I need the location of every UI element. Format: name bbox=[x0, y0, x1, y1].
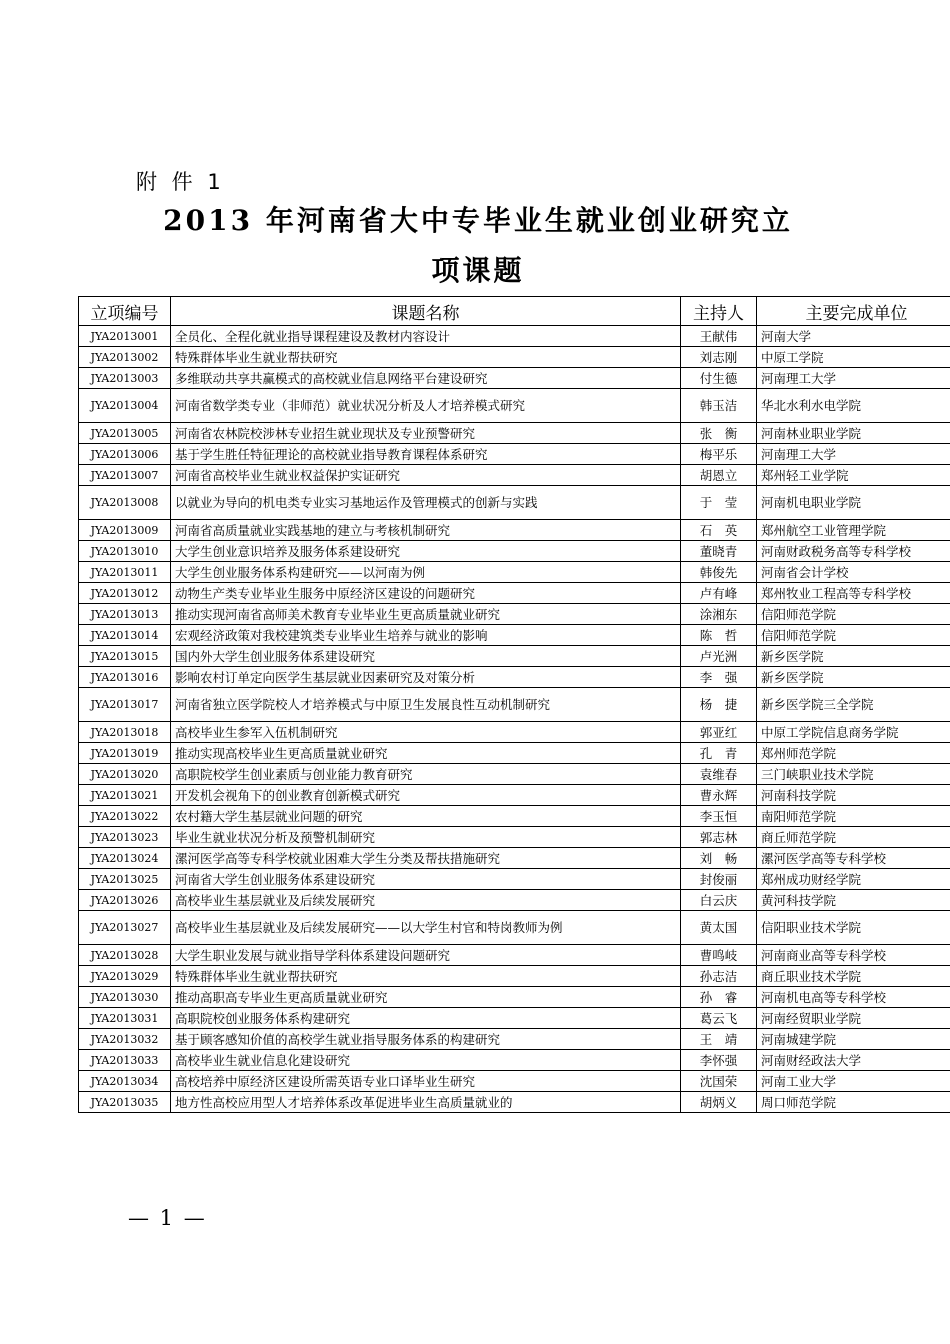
host-cell: 胡恩立 bbox=[681, 465, 757, 486]
project-title-cell: 高校毕业生参军入伍机制研究 bbox=[171, 722, 681, 743]
host-cell: 孙 睿 bbox=[681, 987, 757, 1008]
host-cell: 董晓青 bbox=[681, 541, 757, 562]
host-cell: 王献伟 bbox=[681, 326, 757, 347]
project-title-cell: 基于学生胜任特征理论的高校就业指导教育课程体系研究 bbox=[171, 444, 681, 465]
host-cell: 李 强 bbox=[681, 667, 757, 688]
table-row bbox=[79, 583, 950, 604]
unit-cell: 黄河科技学院 bbox=[757, 890, 950, 911]
page-number: — 1 — bbox=[128, 1206, 207, 1230]
project-title-cell: 高校毕业生就业信息化建设研究 bbox=[171, 1050, 681, 1071]
project-title-cell: 河南省数学类专业（非师范）就业状况分析及人才培养模式研究 bbox=[171, 389, 681, 423]
project-title-cell: 河南省农林院校涉林专业招生就业现状及专业预警研究 bbox=[171, 423, 681, 444]
table-row bbox=[79, 827, 950, 848]
project-title-cell: 推动实现高校毕业生更高质量就业研究 bbox=[171, 743, 681, 764]
host-cell: 封俊丽 bbox=[681, 869, 757, 890]
project-code-cell: JYA2013003 bbox=[79, 368, 171, 389]
unit-cell: 郑州航空工业管理学院 bbox=[757, 520, 950, 541]
table-row bbox=[79, 604, 950, 625]
project-title-cell: 多维联动共享共赢模式的高校就业信息网络平台建设研究 bbox=[171, 368, 681, 389]
table-row bbox=[79, 1050, 950, 1071]
unit-cell: 郑州牧业工程高等专科学校 bbox=[757, 583, 950, 604]
column-header-host: 主持人 bbox=[681, 297, 757, 326]
project-title-cell: 漯河医学高等专科学校就业困难大学生分类及帮扶措施研究 bbox=[171, 848, 681, 869]
project-code-cell: JYA2013029 bbox=[79, 966, 171, 987]
host-cell: 白云庆 bbox=[681, 890, 757, 911]
unit-cell: 信阳职业技术学院 bbox=[757, 911, 950, 945]
project-title-cell: 开发机会视角下的创业教育创新模式研究 bbox=[171, 785, 681, 806]
table-header-row bbox=[79, 297, 950, 326]
unit-cell: 郑州成功财经学院 bbox=[757, 869, 950, 890]
unit-cell: 中原工学院 bbox=[757, 347, 950, 368]
project-code-cell: JYA2013024 bbox=[79, 848, 171, 869]
table-row bbox=[79, 890, 950, 911]
unit-cell: 南阳师范学院 bbox=[757, 806, 950, 827]
project-title-cell: 宏观经济政策对我校建筑类专业毕业生培养与就业的影响 bbox=[171, 625, 681, 646]
table-row bbox=[79, 1092, 950, 1113]
project-code-cell: JYA2013010 bbox=[79, 541, 171, 562]
table-row bbox=[79, 1071, 950, 1092]
project-title-cell: 动物生产类专业毕业生服务中原经济区建设的问题研究 bbox=[171, 583, 681, 604]
unit-cell: 河南机电高等专科学校 bbox=[757, 987, 950, 1008]
table-row bbox=[79, 806, 950, 827]
project-code-cell: JYA2013006 bbox=[79, 444, 171, 465]
project-title-cell: 国内外大学生创业服务体系建设研究 bbox=[171, 646, 681, 667]
unit-cell: 河南大学 bbox=[757, 326, 950, 347]
project-code-cell: JYA2013008 bbox=[79, 486, 171, 520]
project-code-cell: JYA2013014 bbox=[79, 625, 171, 646]
project-code-cell: JYA2013019 bbox=[79, 743, 171, 764]
table-body bbox=[79, 326, 950, 1113]
host-cell: 梅平乐 bbox=[681, 444, 757, 465]
project-code-cell: JYA2013032 bbox=[79, 1029, 171, 1050]
host-cell: 于 莹 bbox=[681, 486, 757, 520]
project-code-cell: JYA2013021 bbox=[79, 785, 171, 806]
unit-cell: 信阳师范学院 bbox=[757, 625, 950, 646]
host-cell: 孔 青 bbox=[681, 743, 757, 764]
project-code-cell: JYA2013026 bbox=[79, 890, 171, 911]
project-code-cell: JYA2013023 bbox=[79, 827, 171, 848]
host-cell: 葛云飞 bbox=[681, 1008, 757, 1029]
project-title-cell: 高职院校学生创业素质与创业能力教育研究 bbox=[171, 764, 681, 785]
project-code-cell: JYA2013016 bbox=[79, 667, 171, 688]
unit-cell: 河南财经政法大学 bbox=[757, 1050, 950, 1071]
project-code-cell: JYA2013004 bbox=[79, 389, 171, 423]
unit-cell: 新乡医学院 bbox=[757, 667, 950, 688]
host-cell: 沈国荣 bbox=[681, 1071, 757, 1092]
unit-cell: 河南林业职业学院 bbox=[757, 423, 950, 444]
project-title-cell: 农村籍大学生基层就业问题的研究 bbox=[171, 806, 681, 827]
table-row bbox=[79, 945, 950, 966]
host-cell: 曹鸣岐 bbox=[681, 945, 757, 966]
project-title-cell: 高校培养中原经济区建设所需英语专业口译毕业生研究 bbox=[171, 1071, 681, 1092]
unit-cell: 河南理工大学 bbox=[757, 368, 950, 389]
host-cell: 李玉恒 bbox=[681, 806, 757, 827]
table-row bbox=[79, 743, 950, 764]
project-code-cell: JYA2013030 bbox=[79, 987, 171, 1008]
unit-cell: 河南经贸职业学院 bbox=[757, 1008, 950, 1029]
host-cell: 杨 捷 bbox=[681, 688, 757, 722]
host-cell: 曹永辉 bbox=[681, 785, 757, 806]
table-row bbox=[79, 911, 950, 945]
attachment-label: 附 件 1 bbox=[136, 170, 225, 194]
project-title-cell: 大学生职业发展与就业指导学科体系建设问题研究 bbox=[171, 945, 681, 966]
host-cell: 刘 畅 bbox=[681, 848, 757, 869]
table-row bbox=[79, 722, 950, 743]
project-title-cell: 以就业为导向的机电类专业实习基地运作及管理模式的创新与实践 bbox=[171, 486, 681, 520]
table-row bbox=[79, 625, 950, 646]
project-code-cell: JYA2013001 bbox=[79, 326, 171, 347]
host-cell: 韩玉洁 bbox=[681, 389, 757, 423]
host-cell: 孙志洁 bbox=[681, 966, 757, 987]
project-code-cell: JYA2013027 bbox=[79, 911, 171, 945]
project-code-cell: JYA2013025 bbox=[79, 869, 171, 890]
unit-cell: 周口师范学院 bbox=[757, 1092, 950, 1113]
project-title-cell: 推动实现河南省高师美术教育专业毕业生更高质量就业研究 bbox=[171, 604, 681, 625]
unit-cell: 商丘职业技术学院 bbox=[757, 966, 950, 987]
table-row bbox=[79, 465, 950, 486]
table-row bbox=[79, 347, 950, 368]
document-title-line1: 2013 年河南省大中专毕业生就业创业研究立 bbox=[163, 204, 793, 237]
host-cell: 涂湘东 bbox=[681, 604, 757, 625]
project-code-cell: JYA2013012 bbox=[79, 583, 171, 604]
table-row bbox=[79, 764, 950, 785]
project-code-cell: JYA2013022 bbox=[79, 806, 171, 827]
column-header-unit: 主要完成单位 bbox=[757, 297, 950, 326]
unit-cell: 信阳师范学院 bbox=[757, 604, 950, 625]
table-row bbox=[79, 785, 950, 806]
project-title-cell: 大学生创业服务体系构建研究——以河南为例 bbox=[171, 562, 681, 583]
table-row bbox=[79, 646, 950, 667]
project-code-cell: JYA2013015 bbox=[79, 646, 171, 667]
host-cell: 韩俊先 bbox=[681, 562, 757, 583]
project-title-cell: 推动高职高专毕业生更高质量就业研究 bbox=[171, 987, 681, 1008]
host-cell: 郭亚红 bbox=[681, 722, 757, 743]
column-header-title: 课题名称 bbox=[171, 297, 681, 326]
project-title-cell: 河南省独立医学院校人才培养模式与中原卫生发展良性互动机制研究 bbox=[171, 688, 681, 722]
unit-cell: 河南理工大学 bbox=[757, 444, 950, 465]
project-code-cell: JYA2013035 bbox=[79, 1092, 171, 1113]
host-cell: 刘志刚 bbox=[681, 347, 757, 368]
project-title-cell: 高校毕业生基层就业及后续发展研究 bbox=[171, 890, 681, 911]
unit-cell: 河南科技学院 bbox=[757, 785, 950, 806]
project-code-cell: JYA2013005 bbox=[79, 423, 171, 444]
table-row bbox=[79, 667, 950, 688]
unit-cell: 河南商业高等专科学校 bbox=[757, 945, 950, 966]
table-row bbox=[79, 541, 950, 562]
table-row bbox=[79, 848, 950, 869]
project-title-cell: 全员化、全程化就业指导课程建设及教材内容设计 bbox=[171, 326, 681, 347]
unit-cell: 漯河医学高等专科学校 bbox=[757, 848, 950, 869]
project-code-cell: JYA2013009 bbox=[79, 520, 171, 541]
project-code-cell: JYA2013018 bbox=[79, 722, 171, 743]
unit-cell: 河南财政税务高等专科学校 bbox=[757, 541, 950, 562]
project-title-cell: 特殊群体毕业生就业帮扶研究 bbox=[171, 347, 681, 368]
host-cell: 郭志林 bbox=[681, 827, 757, 848]
project-code-cell: JYA2013031 bbox=[79, 1008, 171, 1029]
table-row bbox=[79, 987, 950, 1008]
project-title-cell: 基于顾客感知价值的高校学生就业指导服务体系的构建研究 bbox=[171, 1029, 681, 1050]
table-row bbox=[79, 1029, 950, 1050]
unit-cell: 河南省会计学校 bbox=[757, 562, 950, 583]
project-code-cell: JYA2013028 bbox=[79, 945, 171, 966]
table-row bbox=[79, 423, 950, 444]
project-code-cell: JYA2013033 bbox=[79, 1050, 171, 1071]
project-title-cell: 高校毕业生基层就业及后续发展研究——以大学生村官和特岗教师为例 bbox=[171, 911, 681, 945]
table-row bbox=[79, 562, 950, 583]
table-row bbox=[79, 389, 950, 423]
host-cell: 王 靖 bbox=[681, 1029, 757, 1050]
table-row bbox=[79, 966, 950, 987]
unit-cell: 郑州轻工业学院 bbox=[757, 465, 950, 486]
project-code-cell: JYA2013011 bbox=[79, 562, 171, 583]
project-title-cell: 毕业生就业状况分析及预警机制研究 bbox=[171, 827, 681, 848]
project-code-cell: JYA2013007 bbox=[79, 465, 171, 486]
host-cell: 陈 哲 bbox=[681, 625, 757, 646]
project-title-cell: 河南省高校毕业生就业权益保护实证研究 bbox=[171, 465, 681, 486]
project-code-cell: JYA2013017 bbox=[79, 688, 171, 722]
unit-cell: 河南工业大学 bbox=[757, 1071, 950, 1092]
project-title-cell: 影响农村订单定向医学生基层就业因素研究及对策分析 bbox=[171, 667, 681, 688]
host-cell: 付生德 bbox=[681, 368, 757, 389]
unit-cell: 三门峡职业技术学院 bbox=[757, 764, 950, 785]
project-title-cell: 河南省高质量就业实践基地的建立与考核机制研究 bbox=[171, 520, 681, 541]
unit-cell: 新乡医学院 bbox=[757, 646, 950, 667]
unit-cell: 商丘师范学院 bbox=[757, 827, 950, 848]
table-row bbox=[79, 326, 950, 347]
host-cell: 卢有峰 bbox=[681, 583, 757, 604]
table-row bbox=[79, 486, 950, 520]
host-cell: 李怀强 bbox=[681, 1050, 757, 1071]
column-header-code: 立项编号 bbox=[79, 297, 171, 326]
project-title-cell: 大学生创业意识培养及服务体系建设研究 bbox=[171, 541, 681, 562]
project-code-cell: JYA2013020 bbox=[79, 764, 171, 785]
host-cell: 卢光洲 bbox=[681, 646, 757, 667]
unit-cell: 新乡医学院三全学院 bbox=[757, 688, 950, 722]
table-row bbox=[79, 688, 950, 722]
unit-cell: 中原工学院信息商务学院 bbox=[757, 722, 950, 743]
host-cell: 胡炳义 bbox=[681, 1092, 757, 1113]
host-cell: 黄太国 bbox=[681, 911, 757, 945]
table-row bbox=[79, 869, 950, 890]
unit-cell: 郑州师范学院 bbox=[757, 743, 950, 764]
project-title-cell: 河南省大学生创业服务体系建设研究 bbox=[171, 869, 681, 890]
host-cell: 张 衡 bbox=[681, 423, 757, 444]
host-cell: 石 英 bbox=[681, 520, 757, 541]
project-title-cell: 高职院校创业服务体系构建研究 bbox=[171, 1008, 681, 1029]
document-title-line2: 项课题 bbox=[431, 254, 525, 287]
project-title-cell: 地方性高校应用型人才培养体系改革促进毕业生高质量就业的 bbox=[171, 1092, 681, 1113]
unit-cell: 华北水利水电学院 bbox=[757, 389, 950, 423]
projects-table bbox=[78, 296, 950, 1113]
unit-cell: 河南城建学院 bbox=[757, 1029, 950, 1050]
host-cell: 袁维春 bbox=[681, 764, 757, 785]
table-row bbox=[79, 444, 950, 465]
project-title-cell: 特殊群体毕业生就业帮扶研究 bbox=[171, 966, 681, 987]
table-row bbox=[79, 520, 950, 541]
table-row bbox=[79, 1008, 950, 1029]
unit-cell: 河南机电职业学院 bbox=[757, 486, 950, 520]
project-code-cell: JYA2013002 bbox=[79, 347, 171, 368]
project-code-cell: JYA2013034 bbox=[79, 1071, 171, 1092]
project-code-cell: JYA2013013 bbox=[79, 604, 171, 625]
table-row bbox=[79, 368, 950, 389]
